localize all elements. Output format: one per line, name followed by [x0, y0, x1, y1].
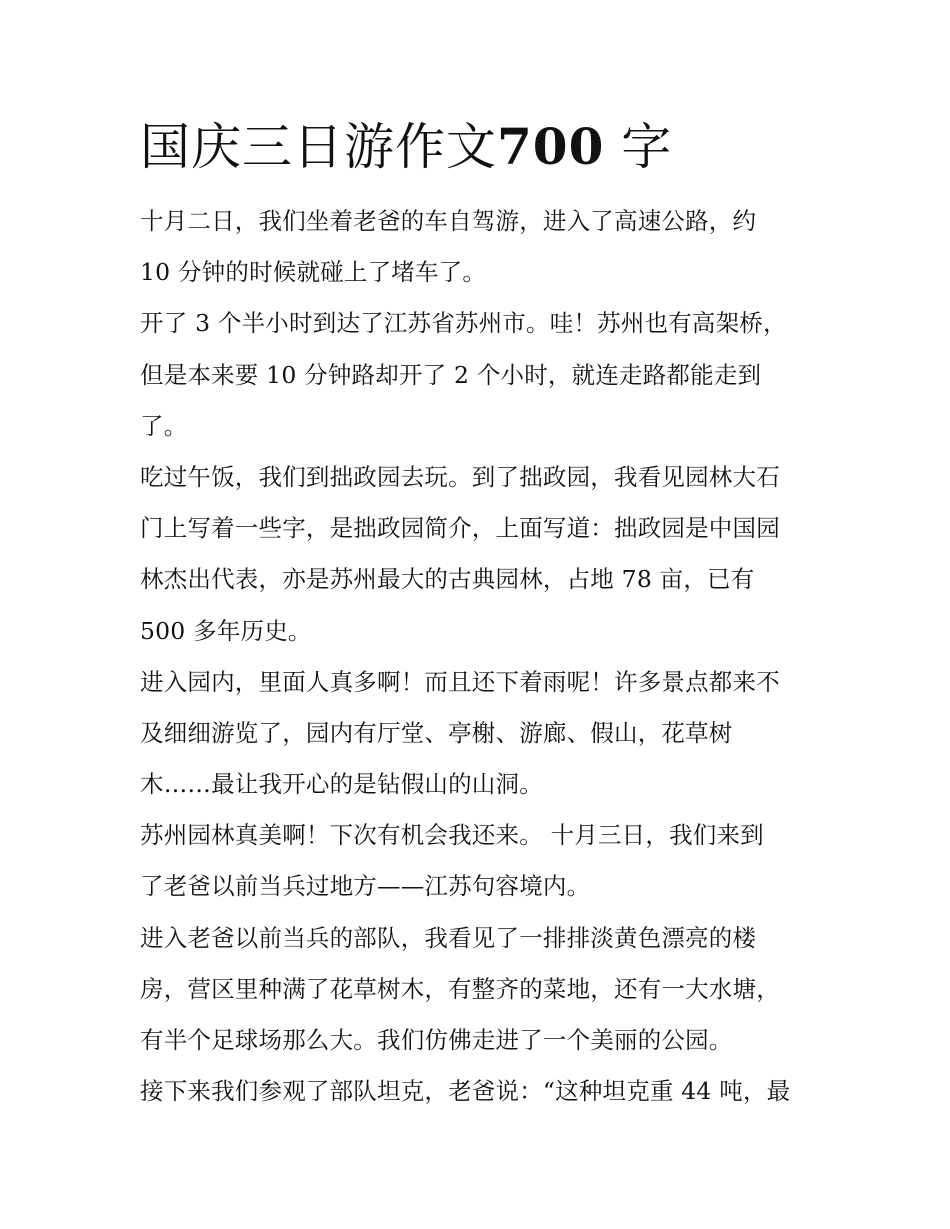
text-line: 了老爸以前当兵过地方——江苏句容境内。 — [140, 872, 591, 901]
essay-body — [140, 196, 820, 1117]
text-line: 十月二日，我们坐着老爸的车自驾游，进入了高速公路，约 — [140, 207, 757, 235]
title-number: 700 — [497, 117, 605, 176]
text-line: 林杰出代表，亦是苏州最大的古典园林，占地 78 亩，已有 — [140, 565, 755, 594]
text-line: 房，营区里种满了花草树木，有整齐的菜地，还有一大水塘， — [140, 974, 780, 1003]
page-title — [140, 112, 672, 182]
text-line: 进入园内，里面人真多啊！而且还下着雨呢！许多景点都来不 — [140, 667, 780, 696]
text-line: 苏州园林真美啊！下次有机会我还来。 十月三日，我们来到 — [140, 821, 764, 850]
text-line: 有半个足球场那么大。我们仿佛走进了一个美丽的公园。 — [140, 1026, 733, 1054]
title-prefix: 国庆三日游作文 — [140, 118, 497, 176]
text-line: 但是本来要 10 分钟路却开了 2 个小时，就连走路都能走到 — [140, 360, 762, 389]
text-line: 吃过午饭，我们到拙政园去玩。到了拙政园，我看见园林大石 — [140, 462, 780, 491]
text-line: 进入老爸以前当兵的部队，我看见了一排排淡黄色漂亮的楼 — [140, 923, 757, 952]
text-line: 门上写着一些字，是拙政园简介，上面写道：拙政园是中国园 — [140, 514, 780, 543]
text-line: 500 多年历史。 — [140, 616, 312, 645]
text-line: 10 分钟的时候就碰上了堵车了。 — [140, 258, 487, 287]
text-line: 木……最让我开心的是钻假山的山洞。 — [140, 770, 543, 799]
title-suffix: 字 — [621, 118, 673, 176]
text-line: 及细细游览了，园内有厅堂、亭榭、游廊、假山，花草树 — [140, 718, 733, 747]
text-line: 开了 3 个半小时到达了江苏省苏州市。哇！苏州也有高架桥， — [140, 309, 787, 338]
text-line: 接下来我们参观了部队坦克，老爸说：“这种坦克重 44 吨，最 — [140, 1077, 791, 1106]
text-line: 了。 — [140, 411, 188, 440]
